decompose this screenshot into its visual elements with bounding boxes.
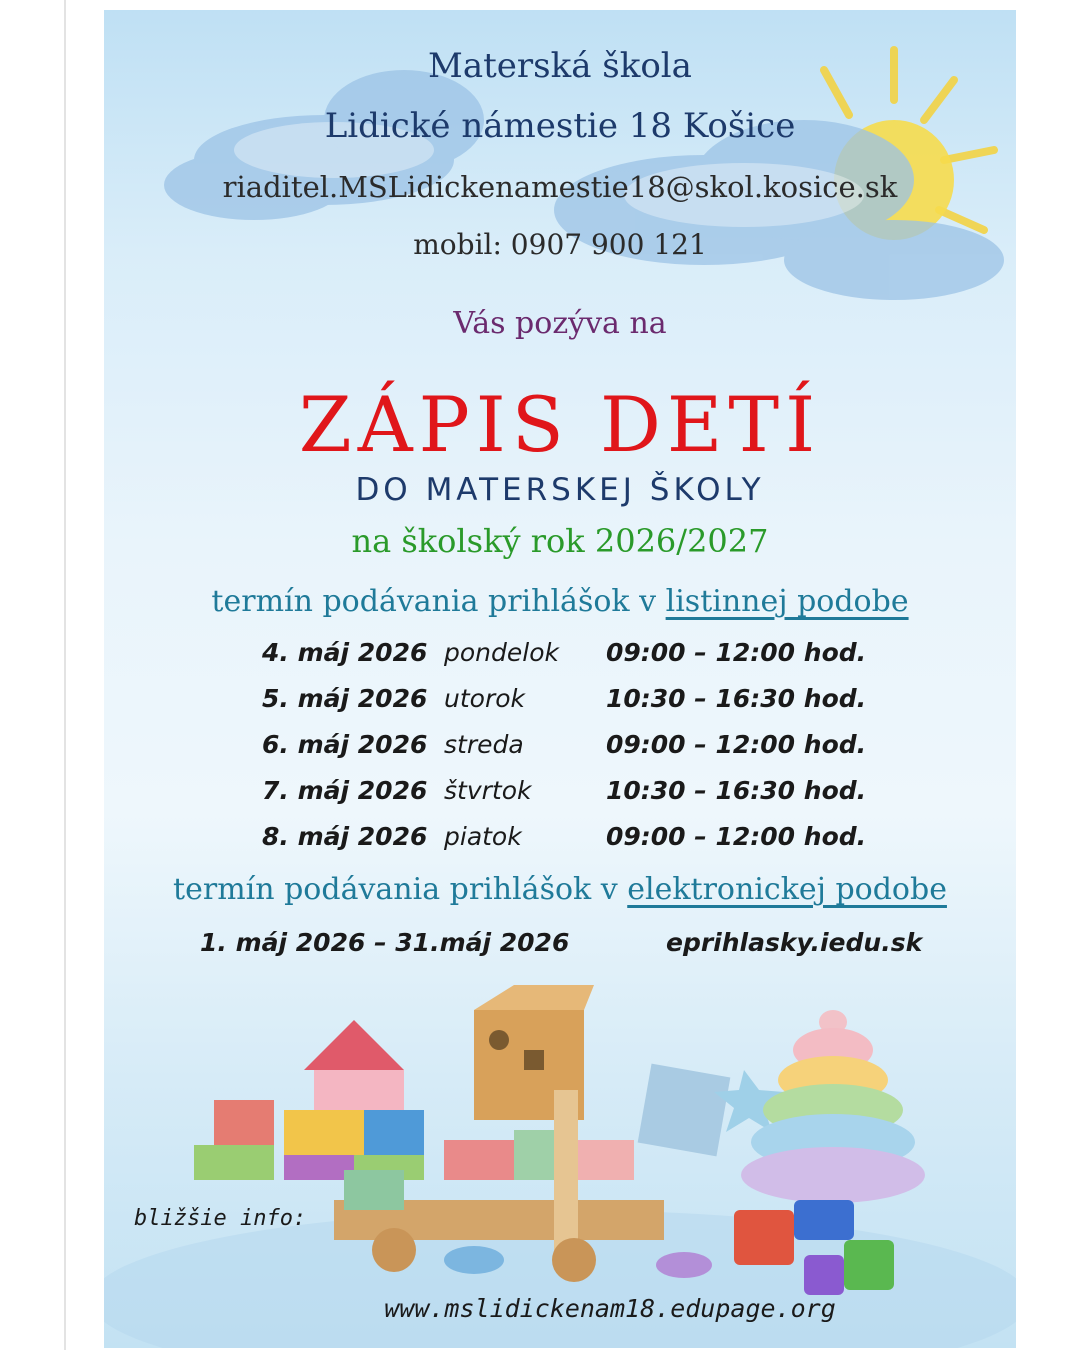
- paper-term-link[interactable]: listinnej podobe: [665, 584, 909, 619]
- schedule-row: [262, 730, 902, 776]
- schedule-row: [262, 638, 902, 684]
- poster-subtitle: DO MATERSKEJ ŠKOLY: [355, 472, 765, 508]
- schedule-date: 4. máj 2026: [262, 638, 428, 667]
- schedule-time: 09:00 – 12:00 hod.: [606, 638, 867, 667]
- electronic-term-prefix: termín podávania prihlášok v: [173, 872, 628, 907]
- enrollment-poster: [104, 10, 1016, 1348]
- schedule-time: 10:30 – 16:30 hod.: [606, 684, 867, 713]
- school-website-link[interactable]: www.mslidickenam18.edupage.org: [384, 1294, 836, 1323]
- school-mobile: mobil: 0907 900 121: [413, 228, 707, 261]
- paper-application-heading: [104, 584, 1016, 619]
- schedule-day: utorok: [444, 684, 525, 713]
- electronic-application-line: [200, 928, 923, 962]
- page-left-rule: [64, 0, 66, 1350]
- schedule-day: piatok: [444, 822, 522, 851]
- schedule-day: štvrtok: [444, 776, 532, 805]
- schedule-time: 10:30 – 16:30 hod.: [606, 776, 867, 805]
- electronic-term-link[interactable]: elektronickej podobe: [627, 872, 947, 907]
- schedule-day: streda: [444, 730, 524, 759]
- school-name: Materská škola: [428, 46, 692, 86]
- invite-text: Vás pozýva na: [453, 306, 667, 341]
- schedule-day: pondelok: [444, 638, 559, 667]
- schedule-date: 5. máj 2026: [262, 684, 428, 713]
- eprihlasky-link[interactable]: eprihlasky.iedu.sk: [666, 928, 923, 957]
- schedule-time: 09:00 – 12:00 hod.: [606, 822, 867, 851]
- more-info-label: bližšie info:: [134, 1206, 307, 1231]
- schedule-row: [262, 684, 902, 730]
- paper-term-prefix: termín podávania prihlášok v: [211, 584, 666, 619]
- electronic-application-heading: [104, 872, 1016, 907]
- schedule-time: 09:00 – 12:00 hod.: [606, 730, 867, 759]
- poster-title: ZÁPIS DETÍ: [298, 380, 822, 469]
- school-email[interactable]: riaditel.MSLidickenamestie18@skol.kosice.sk: [222, 170, 898, 204]
- schedule-date: 6. máj 2026: [262, 730, 428, 759]
- school-address: Lidické námestie 18 Košice: [324, 106, 796, 146]
- school-year: na školský rok 2026/2027: [351, 522, 769, 560]
- schedule-row: [262, 776, 902, 822]
- schedule-list: [262, 638, 902, 868]
- schedule-row: [262, 822, 902, 868]
- schedule-date: 8. máj 2026: [262, 822, 428, 851]
- schedule-date: 7. máj 2026: [262, 776, 428, 805]
- electronic-date-range: 1. máj 2026 – 31.máj 2026: [200, 928, 570, 957]
- toy-blocks-icon: [194, 1020, 424, 1180]
